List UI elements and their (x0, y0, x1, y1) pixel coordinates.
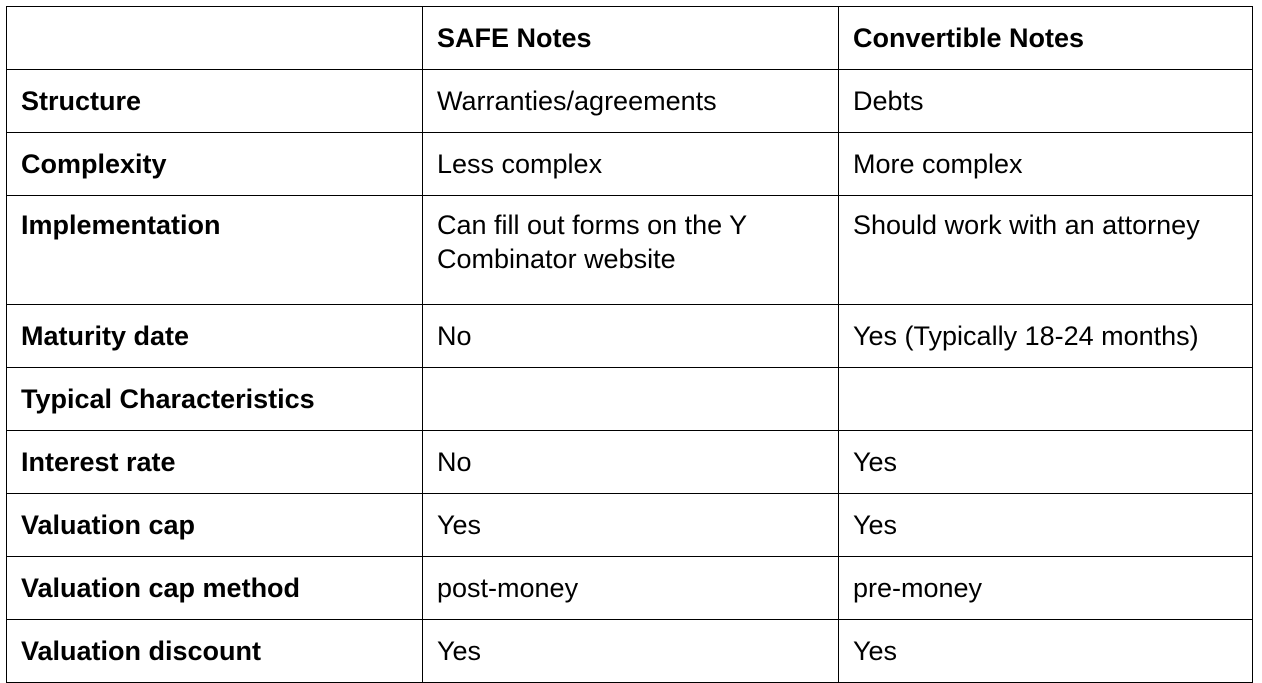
safe-cell-typical-characteristics (423, 368, 839, 431)
table-row (7, 70, 1253, 133)
row-label-typical-characteristics: Typical Characteristics (7, 368, 423, 431)
safe-cell-valuation-cap: Yes (423, 494, 839, 557)
convertible-cell-complexity: More complex (839, 133, 1253, 196)
convertible-cell-structure: Debts (839, 70, 1253, 133)
header-convertible-notes: Convertible Notes (839, 7, 1253, 70)
convertible-cell-valuation-cap-method: pre-money (839, 557, 1253, 620)
convertible-cell-valuation-discount: Yes (839, 620, 1253, 683)
table-row (7, 431, 1253, 494)
convertible-cell-typical-characteristics (839, 368, 1253, 431)
table-row (7, 494, 1253, 557)
table-row (7, 368, 1253, 431)
safe-cell-complexity: Less complex (423, 133, 839, 196)
row-label-valuation-cap-method: Valuation cap method (7, 557, 423, 620)
table-row (7, 620, 1253, 683)
convertible-cell-interest-rate: Yes (839, 431, 1253, 494)
safe-cell-maturity-date: No (423, 305, 839, 368)
row-label-implementation: Implementation (7, 196, 423, 305)
row-label-valuation-discount: Valuation discount (7, 620, 423, 683)
convertible-cell-maturity-date: Yes (Typically 18-24 months) (839, 305, 1253, 368)
header-safe-notes: SAFE Notes (423, 7, 839, 70)
convertible-cell-implementation: Should work with an attorney (839, 196, 1253, 305)
row-label-valuation-cap: Valuation cap (7, 494, 423, 557)
comparison-table (6, 6, 1253, 683)
table-row (7, 305, 1253, 368)
safe-cell-structure: Warranties/agreements (423, 70, 839, 133)
safe-cell-valuation-cap-method: post-money (423, 557, 839, 620)
row-label-interest-rate: Interest rate (7, 431, 423, 494)
table-row (7, 196, 1253, 305)
header-empty-cell (7, 7, 423, 70)
safe-cell-interest-rate: No (423, 431, 839, 494)
safe-cell-valuation-discount: Yes (423, 620, 839, 683)
safe-cell-implementation: Can fill out forms on the Y Combinator website (423, 196, 839, 305)
header-row (7, 7, 1253, 70)
convertible-cell-valuation-cap: Yes (839, 494, 1253, 557)
table-row (7, 133, 1253, 196)
row-label-maturity-date: Maturity date (7, 305, 423, 368)
table-row (7, 557, 1253, 620)
row-label-complexity: Complexity (7, 133, 423, 196)
row-label-structure: Structure (7, 70, 423, 133)
